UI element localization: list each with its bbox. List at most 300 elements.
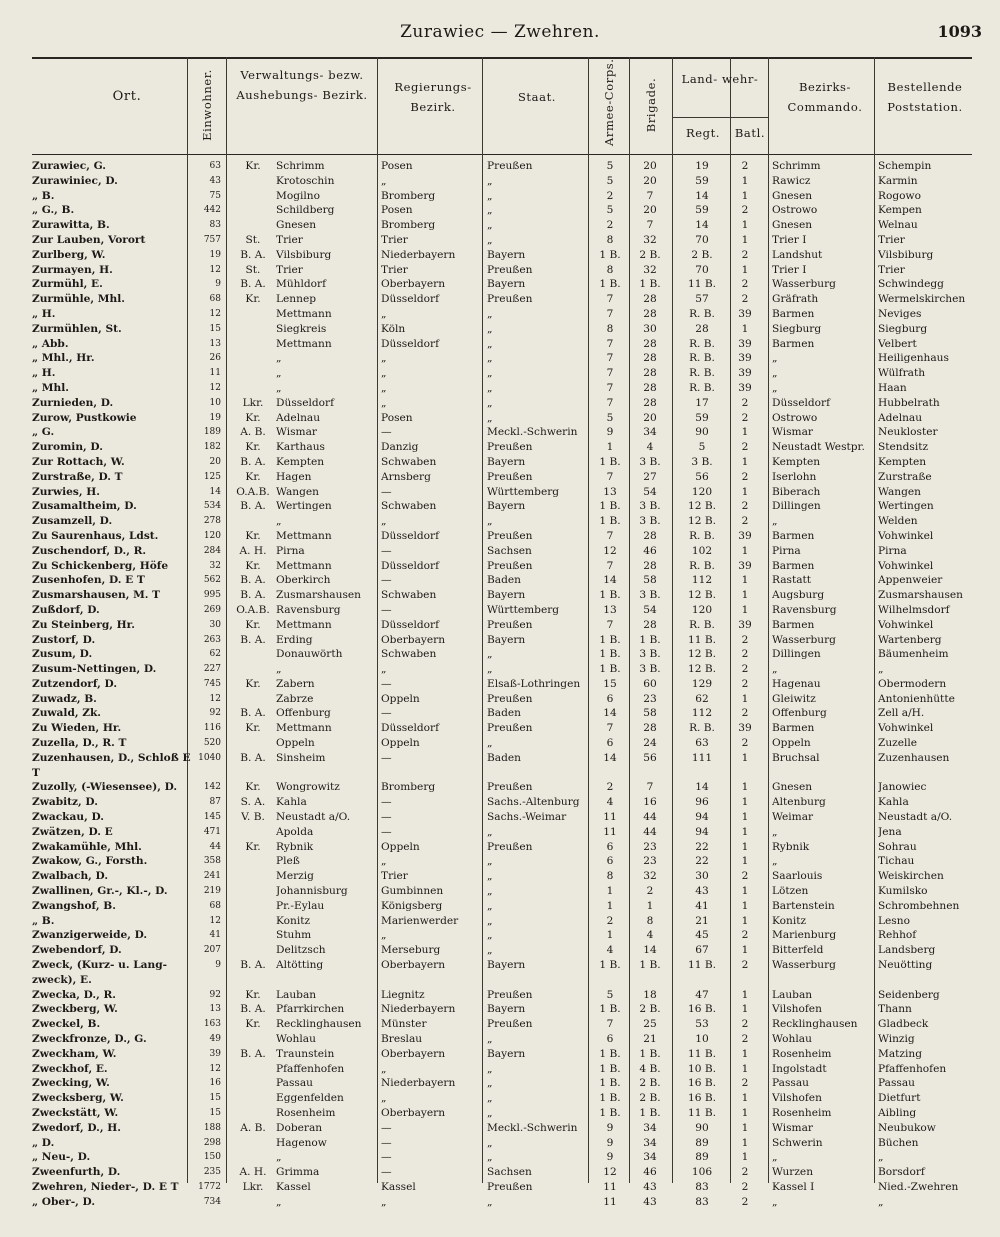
- cell-admin-district: Sinsheim: [276, 751, 326, 764]
- cell-landwehr-battalion: 1: [741, 589, 749, 602]
- cell-district-command: „: [772, 855, 778, 868]
- table-row: [32, 381, 972, 396]
- cell-district-command: Trier I: [772, 263, 807, 276]
- cell-population: 83: [209, 220, 221, 231]
- cell-government-district: Niederbayern: [381, 1077, 456, 1090]
- cell-landwehr-battalion: 1: [741, 233, 749, 246]
- table-row: [32, 928, 972, 943]
- cell-brigade: 58: [643, 707, 657, 720]
- cell-admin-district: Wismar: [276, 426, 317, 439]
- cell-army-corps: 5: [606, 411, 614, 424]
- cell-government-district: „: [381, 307, 387, 320]
- table-row: [32, 277, 972, 292]
- cell-landwehr-regiment: 16 B.: [688, 1003, 716, 1016]
- cell-army-corps: 8: [606, 322, 614, 335]
- cell-army-corps: 1 B.: [599, 1003, 621, 1016]
- cell-army-corps: 13: [603, 603, 617, 616]
- cell-state: Preußen: [487, 1018, 533, 1031]
- cell-post-station: Tichau: [878, 855, 915, 868]
- cell-army-corps: 5: [606, 160, 614, 172]
- cell-admin-district: „: [276, 381, 282, 394]
- cell-population: 39: [209, 1048, 221, 1059]
- cell-government-district: Posen: [381, 411, 413, 424]
- cell-army-corps: 1 B.: [599, 455, 621, 468]
- cell-place-name: Zurmühle, Mhl.: [32, 293, 125, 306]
- cell-population: 471: [203, 826, 221, 837]
- cell-army-corps: 7: [606, 307, 614, 320]
- cell-landwehr-regiment: 45: [695, 929, 709, 942]
- cell-population: 269: [203, 604, 221, 615]
- cell-district-command: Wohlau: [772, 1033, 812, 1046]
- cell-brigade: 34: [643, 426, 657, 439]
- cell-state: Preußen: [487, 559, 533, 572]
- cell-place-name: Zwallinen, Gr.-, Kl.-, D.: [32, 885, 168, 898]
- cell-place-name: Zu Saurenhaus, Ldst.: [32, 529, 159, 542]
- cell-admin-district: „: [276, 663, 282, 676]
- cell-landwehr-regiment: 83: [695, 1195, 709, 1208]
- cell-population: 68: [209, 294, 221, 305]
- cell-army-corps: 6: [606, 737, 614, 750]
- cell-government-district: „: [381, 515, 387, 528]
- cell-post-station: Vohwinkel: [878, 529, 934, 542]
- cell-landwehr-battalion: 1: [741, 485, 749, 498]
- cell-state: Bayern: [487, 1047, 526, 1060]
- cell-district-type: Kr.: [245, 677, 261, 690]
- table-row: [32, 1195, 972, 1210]
- cell-district-type: B. A.: [240, 248, 266, 261]
- cell-post-station: Gladbeck: [878, 1018, 929, 1031]
- cell-population: 219: [203, 886, 221, 897]
- cell-population: 12: [209, 308, 221, 319]
- cell-landwehr-regiment: 106: [691, 1166, 713, 1179]
- cell-army-corps: 9: [606, 1136, 614, 1149]
- cell-brigade: 1 B.: [639, 959, 661, 972]
- cell-state: Baden: [487, 751, 521, 764]
- cell-post-station: Neukloster: [878, 426, 938, 439]
- cell-army-corps: 14: [603, 574, 617, 587]
- cell-army-corps: 15: [603, 677, 617, 690]
- table-row: [32, 470, 972, 485]
- cell-landwehr-battalion: 1: [741, 1003, 749, 1016]
- cell-army-corps: 2: [606, 914, 614, 927]
- cell-place-name: Zwehren, Nieder-, D. E T: [32, 1180, 179, 1193]
- cell-district-command: „: [772, 381, 778, 394]
- cell-population: 757: [203, 234, 221, 245]
- cell-brigade: 3 B.: [639, 589, 661, 602]
- cell-army-corps: 7: [606, 396, 614, 409]
- cell-population: 116: [203, 723, 221, 734]
- header-batl: Batl.: [734, 126, 766, 140]
- cell-post-station: „: [878, 1151, 884, 1164]
- cell-government-district: Düsseldorf: [381, 293, 439, 306]
- cell-post-station: Schempin: [878, 160, 932, 172]
- cell-government-district: Schwaben: [381, 648, 437, 661]
- cell-place-name: Zwakamühle, Mhl.: [32, 840, 142, 853]
- cell-landwehr-battalion: 1: [741, 692, 749, 705]
- cell-population: 207: [203, 945, 221, 956]
- cell-state: „: [487, 885, 493, 898]
- cell-population: 12: [209, 693, 221, 704]
- cell-admin-district: Neustadt a/O.: [276, 811, 351, 824]
- cell-landwehr-battalion: 2: [741, 278, 749, 291]
- cell-landwehr-regiment: 12 B.: [688, 515, 716, 528]
- cell-army-corps: 6: [606, 840, 614, 853]
- cell-army-corps: 9: [606, 1121, 614, 1134]
- cell-government-district: Trier: [381, 263, 408, 276]
- cell-state: Meckl.-Schwerin: [487, 1121, 578, 1134]
- cell-place-name: „ G., B.: [32, 204, 75, 217]
- cell-place-name: Zuschendorf, D., R.: [32, 544, 147, 557]
- cell-district-type: B. A.: [240, 574, 266, 587]
- cell-place-name: „ Neu-, D.: [32, 1151, 91, 1164]
- cell-admin-district: Zabern: [276, 677, 315, 690]
- cell-population: 15: [209, 1093, 221, 1104]
- cell-brigade: 2 B.: [639, 1077, 661, 1090]
- cell-district-command: Lauban: [772, 988, 813, 1001]
- cell-army-corps: 12: [603, 1166, 617, 1179]
- cell-state: „: [487, 944, 493, 957]
- cell-landwehr-battalion: 2: [741, 293, 749, 306]
- cell-place-name: Zurmayen, H.: [32, 263, 113, 276]
- cell-state: „: [487, 1136, 493, 1149]
- cell-post-station: Weiskirchen: [878, 870, 944, 883]
- cell-district-command: Rybnik: [772, 840, 810, 853]
- table-row: [32, 736, 972, 751]
- cell-brigade: 54: [643, 485, 657, 498]
- cell-landwehr-battalion: 1: [741, 899, 749, 912]
- cell-place-name: Zwecka, D., R.: [32, 988, 116, 1001]
- cell-army-corps: 8: [606, 233, 614, 246]
- cell-post-station: Neviges: [878, 307, 922, 320]
- cell-state: „: [487, 1195, 493, 1208]
- cell-place-name: Zurawiec, G.: [32, 160, 106, 172]
- cell-population: 562: [203, 575, 221, 586]
- cell-army-corps: 1 B.: [599, 663, 621, 676]
- cell-place-name: Zweckhof, E.: [32, 1062, 108, 1075]
- cell-landwehr-battalion: 1: [741, 544, 749, 557]
- cell-population: 13: [209, 338, 221, 349]
- cell-district-command: Gleiwitz: [772, 692, 816, 705]
- cell-admin-district: Rybnik: [276, 840, 314, 853]
- table-row: [32, 425, 972, 440]
- cell-place-name: Zwebendorf, D.: [32, 944, 122, 957]
- cell-post-station: Appenweier: [878, 574, 943, 587]
- cell-post-station: Zell a/H.: [878, 707, 925, 720]
- cell-army-corps: 1: [606, 899, 614, 912]
- cell-landwehr-regiment: 3 B.: [691, 455, 713, 468]
- header-ort: Ort.: [112, 89, 142, 104]
- cell-place-name: Zußdorf, D.: [32, 603, 100, 616]
- cell-state: Bayern: [487, 278, 526, 291]
- cell-government-district: Bromberg: [381, 189, 436, 202]
- table-row: [32, 706, 972, 721]
- cell-district-type: B. A.: [240, 1003, 266, 1016]
- cell-place-name: „ Mhl.: [32, 381, 69, 394]
- cell-admin-district: Mettmann: [276, 618, 332, 631]
- cell-brigade: 28: [643, 367, 657, 380]
- cell-landwehr-regiment: 53: [695, 1018, 709, 1031]
- cell-admin-district: Hagenow: [276, 1136, 327, 1149]
- cell-landwehr-regiment: 94: [695, 825, 709, 838]
- cell-post-station: Pfaffenhofen: [878, 1062, 947, 1075]
- cell-post-station: Kumilsko: [878, 885, 928, 898]
- cell-government-district: „: [381, 1062, 387, 1075]
- cell-landwehr-battalion: 1: [741, 988, 749, 1001]
- cell-place-name: Zwanzigerweide, D.: [32, 929, 148, 942]
- cell-district-command: Weimar: [772, 811, 814, 824]
- cell-government-district: Posen: [381, 160, 413, 172]
- header-brigade: Brigade.: [644, 77, 658, 133]
- cell-army-corps: 12: [603, 544, 617, 557]
- cell-admin-district: Pfarrkirchen: [276, 1003, 345, 1016]
- cell-admin-district: Erding: [276, 633, 313, 646]
- header-regt: Regt.: [685, 126, 721, 140]
- cell-government-district: Liegnitz: [381, 988, 425, 1001]
- cell-brigade: 24: [643, 737, 657, 750]
- cell-landwehr-battalion: 2: [741, 248, 749, 261]
- cell-landwehr-regiment: 70: [695, 263, 709, 276]
- cell-state: Preußen: [487, 1180, 533, 1193]
- cell-post-station: Zuzenhausen: [878, 751, 950, 764]
- cell-district-type: Kr.: [245, 529, 261, 542]
- cell-government-district: —: [381, 574, 392, 587]
- cell-district-type: B. A.: [240, 455, 266, 468]
- cell-state: Baden: [487, 574, 521, 587]
- header-verwaltungsbezirk: Verwaltungs- bezw. Aushebungs- Bezirk.: [236, 68, 368, 102]
- cell-landwehr-battalion: 2: [741, 929, 749, 942]
- cell-state: „: [487, 322, 493, 335]
- table-row: [32, 559, 972, 574]
- cell-district-type: Lkr.: [242, 1180, 264, 1193]
- cell-post-station: Passau: [878, 1077, 915, 1090]
- cell-government-district: Düsseldorf: [381, 559, 439, 572]
- cell-landwehr-regiment: R. B.: [689, 722, 715, 735]
- cell-post-station: „: [878, 1195, 884, 1208]
- cell-government-district: „: [381, 855, 387, 868]
- cell-district-type: B. A.: [240, 1047, 266, 1060]
- cell-state: „: [487, 914, 493, 927]
- cell-government-district: —: [381, 426, 392, 439]
- cell-admin-district: „: [276, 367, 282, 380]
- cell-place-name: Zur Lauben, Vorort: [32, 233, 146, 246]
- cell-post-station: Seidenberg: [878, 988, 940, 1001]
- cell-district-type: Kr.: [245, 988, 261, 1001]
- cell-government-district: Oberbayern: [381, 633, 446, 646]
- table-row: [32, 218, 972, 233]
- cell-district-command: Saarlouis: [772, 870, 823, 883]
- cell-place-name: Zurmühl, E.: [32, 278, 103, 291]
- cell-population: 68: [209, 900, 221, 911]
- cell-government-district: —: [381, 1151, 392, 1164]
- cell-place-name: Zusamzell, D.: [32, 515, 113, 528]
- cell-district-command: Wasserburg: [772, 278, 836, 291]
- cell-admin-district: Kassel: [276, 1180, 311, 1193]
- cell-population: 26: [209, 353, 221, 364]
- cell-government-district: Bromberg: [381, 219, 436, 232]
- cell-landwehr-regiment: 19: [695, 160, 709, 172]
- cell-district-command: Marienburg: [772, 929, 837, 942]
- cell-district-command: Landshut: [772, 248, 823, 261]
- cell-government-district: —: [381, 1121, 392, 1134]
- cell-landwehr-battalion: 39: [738, 381, 752, 394]
- cell-state: Preußen: [487, 988, 533, 1001]
- cell-district-type: Kr.: [245, 160, 261, 172]
- cell-population: 995: [203, 590, 221, 601]
- cell-landwehr-regiment: 63: [695, 737, 709, 750]
- cell-landwehr-battalion: 2: [741, 441, 749, 454]
- cell-place-name: Zweckel, B.: [32, 1018, 101, 1031]
- cell-landwehr-regiment: 5: [698, 441, 706, 454]
- table-row: [32, 810, 972, 825]
- cell-post-station: Vohwinkel: [878, 559, 934, 572]
- cell-admin-district: Pr.-Eylau: [276, 899, 325, 912]
- cell-district-command: Dillingen: [772, 648, 821, 661]
- cell-government-district: Oberbayern: [381, 1107, 446, 1119]
- cell-landwehr-battalion: 1: [741, 840, 749, 853]
- cell-brigade: 28: [643, 722, 657, 735]
- cell-government-district: Düsseldorf: [381, 618, 439, 631]
- table-row: [32, 721, 972, 736]
- cell-district-command: „: [772, 515, 778, 528]
- cell-district-command: Neustadt Westpr.: [772, 441, 865, 454]
- cell-population: 284: [203, 545, 221, 556]
- cell-landwehr-regiment: 129: [691, 677, 713, 690]
- table-row: [32, 1062, 972, 1077]
- cell-state: „: [487, 663, 493, 676]
- cell-army-corps: 1 B.: [599, 589, 621, 602]
- cell-brigade: 20: [643, 174, 657, 187]
- cell-state: Sachs.-Weimar: [487, 811, 567, 824]
- cell-brigade: 14: [643, 944, 657, 957]
- cell-landwehr-regiment: 43: [695, 885, 709, 898]
- cell-brigade: 25: [643, 1018, 657, 1031]
- cell-population: 12: [209, 264, 221, 275]
- table-row: [32, 203, 972, 218]
- cell-post-station: Schwindegg: [878, 278, 944, 291]
- cell-army-corps: 14: [603, 751, 617, 764]
- cell-post-station: Aibling: [878, 1107, 917, 1119]
- cell-landwehr-battalion: 1: [741, 219, 749, 232]
- table-row: [32, 292, 972, 307]
- cell-brigade: 1 B.: [639, 278, 661, 291]
- cell-brigade: 21: [643, 1033, 657, 1046]
- cell-landwehr-battalion: 1: [741, 426, 749, 439]
- cell-brigade: 7: [646, 189, 654, 202]
- cell-population: 189: [203, 427, 221, 438]
- cell-state: „: [487, 352, 493, 365]
- cell-landwehr-battalion: 2: [741, 663, 749, 676]
- cell-post-station: Matzing: [878, 1047, 922, 1060]
- table-row: [32, 233, 972, 248]
- cell-admin-district: Recklinghausen: [276, 1018, 362, 1031]
- cell-landwehr-regiment: 11 B.: [688, 959, 716, 972]
- cell-post-station: Siegburg: [878, 322, 928, 335]
- cell-admin-district: Zabrze: [276, 692, 314, 705]
- header-staat: Staat.: [517, 90, 557, 104]
- cell-state: Sachsen: [487, 544, 532, 557]
- cell-district-type: O.A.B.: [236, 485, 270, 498]
- cell-landwehr-regiment: 120: [691, 603, 713, 616]
- cell-post-station: Kahla: [878, 796, 909, 809]
- cell-brigade: 28: [643, 618, 657, 631]
- cell-district-command: Augsburg: [772, 589, 825, 602]
- cell-district-command: Schwerin: [772, 1136, 823, 1149]
- cell-admin-district: Karthaus: [276, 441, 325, 454]
- cell-government-district: Oppeln: [381, 840, 420, 853]
- cell-landwehr-regiment: 90: [695, 426, 709, 439]
- cell-post-station: Neuötting: [878, 959, 933, 972]
- cell-district-type: B. A.: [240, 589, 266, 602]
- cell-population: 43: [209, 175, 221, 186]
- cell-government-district: „: [381, 663, 387, 676]
- cell-admin-district: Traunstein: [276, 1047, 335, 1060]
- cell-district-type: Kr.: [245, 470, 261, 483]
- cell-landwehr-battalion: 1: [741, 455, 749, 468]
- cell-brigade: 56: [643, 751, 657, 764]
- cell-landwehr-battalion: 2: [741, 500, 749, 513]
- cell-admin-district: Vilsbiburg: [276, 248, 332, 261]
- table-row: [32, 189, 972, 204]
- cell-government-district: Bromberg: [381, 781, 436, 794]
- cell-post-station: Büchen: [878, 1136, 919, 1149]
- cell-army-corps: 1 B.: [599, 515, 621, 528]
- cell-district-command: Oppeln: [772, 737, 811, 750]
- cell-brigade: 34: [643, 1121, 657, 1134]
- cell-landwehr-regiment: 90: [695, 1121, 709, 1134]
- cell-population: 145: [203, 812, 221, 823]
- table-row: [32, 899, 972, 914]
- cell-landwehr-battalion: 2: [741, 1033, 749, 1046]
- cell-brigade: 2: [646, 885, 654, 898]
- cell-government-district: „: [381, 1195, 387, 1208]
- cell-district-command: Ingolstadt: [772, 1062, 827, 1075]
- table-row: [32, 603, 972, 618]
- cell-landwehr-battalion: 2: [741, 204, 749, 217]
- cell-population: 442: [203, 205, 221, 216]
- table-row: [32, 514, 972, 529]
- cell-place-name: Zweckham, W.: [32, 1047, 117, 1060]
- cell-place-name: Zu Schickenberg, Höfe: [32, 559, 169, 572]
- cell-landwehr-regiment: 14: [695, 781, 709, 794]
- cell-landwehr-battalion: 1: [741, 1151, 749, 1164]
- cell-army-corps: 1: [606, 929, 614, 942]
- cell-population: 30: [209, 619, 221, 630]
- cell-army-corps: 1: [606, 441, 614, 454]
- cell-landwehr-regiment: 89: [695, 1151, 709, 1164]
- header-regierungsbezirk: Regierungs- Bezirk.: [394, 80, 472, 114]
- cell-landwehr-regiment: R. B.: [689, 367, 715, 380]
- table-row: [32, 662, 972, 677]
- cell-admin-district: Mettmann: [276, 529, 332, 542]
- cell-landwehr-regiment: R. B.: [689, 352, 715, 365]
- cell-brigade: 46: [643, 1166, 657, 1179]
- cell-population: 520: [203, 738, 221, 749]
- cell-state: Preußen: [487, 618, 533, 631]
- cell-population: 19: [209, 412, 221, 423]
- cell-government-district: Oppeln: [381, 692, 420, 705]
- cell-state: „: [487, 396, 493, 409]
- cell-state: „: [487, 870, 493, 883]
- cell-brigade: 28: [643, 337, 657, 350]
- cell-army-corps: 2: [606, 189, 614, 202]
- cell-army-corps: 7: [606, 293, 614, 306]
- cell-post-station: Velbert: [878, 337, 917, 350]
- cell-brigade: 18: [643, 988, 657, 1001]
- cell-admin-district: Mogilno: [276, 189, 320, 202]
- cell-state: „: [487, 737, 493, 750]
- cell-admin-district: Mettmann: [276, 307, 332, 320]
- cell-government-district: Oberbayern: [381, 959, 446, 972]
